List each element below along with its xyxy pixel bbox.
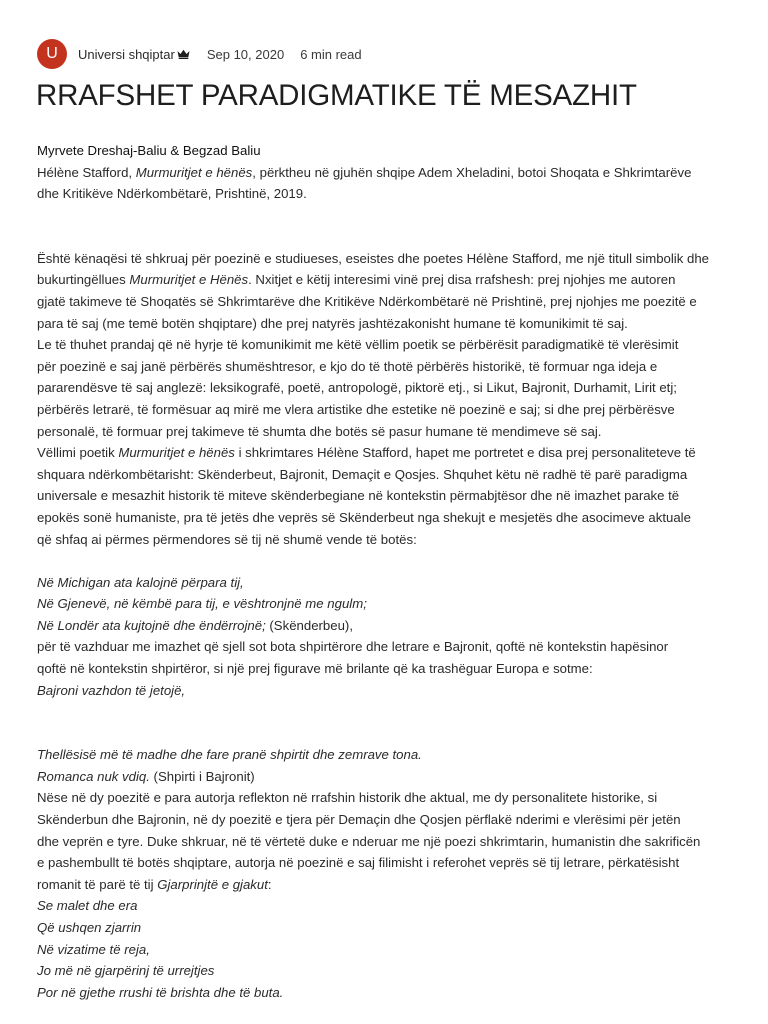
poem-line: Bajroni vazhdon të jetojë, (37, 682, 186, 698)
intro-line: dhe Kritikëve Ndërkombëtarë, Prishtinë, 2019. (37, 186, 307, 202)
publish-date: Sep 10, 2020 (206, 46, 285, 62)
poem-line: Jo më në gjarpërinj të urrejtjes (37, 963, 215, 979)
paragraph-line: përbërës letrarë, të formësuar aq mirë me vlera artistike dhe estetike në poezinë e saj; si dhe prej përbërësve (37, 401, 675, 417)
poem-line: Në vizatime të reja, (37, 941, 150, 957)
paragraph-line: bukurtingëllues Murmuritjet e Hënës. Nxitjet e këtij interesimi vinë prej disa rrafshesh: prej njohjes me autoren (37, 272, 676, 288)
byline: Myrvete Dreshaj-Baliu & Begzad Baliu (37, 143, 261, 158)
poem-line: Thellësisë më të madhe dhe fare pranë shpirtit dhe zemrave tona. (37, 747, 422, 763)
paragraph-line: për të vazhduar me imazhet që sjell sot bota shpirtërore dhe letrare e Bajronit, qoftë në kontekstin hapësinor (37, 639, 669, 655)
article-title: RRAFSHET PARADIGMATIKE TË MESAZHIT (36, 79, 637, 112)
paragraph-line: Nëse në dy poezitë e para autorja reflekton në rrafshin historik dhe aktual, me dy personalitete historike, si (37, 790, 658, 806)
paragraph-line: gjatë takimeve të Shoqatës së Shkrimtarëve dhe Kritikëve Ndërkombëtarë në Prishtinë, prej njohjes me poezitë e (37, 293, 697, 309)
paragraph-line: që shfaq ai përmes përmendores së tij në shumë vende të botës: (37, 531, 417, 547)
paragraph-line: Skënderbun dhe Bajronin, në dy poezitë e tjera për Demaçin dhe Qosjen përflakë nderimi e vlerësimi për jetën (37, 812, 681, 828)
crown-icon (177, 49, 190, 59)
paragraph-line: Është kënaqësi të shkruaj për poezinë e studiueses, eseistes dhe poetes Hélène Stafford, me një titull simbolik dhe (37, 250, 709, 266)
paragraph-line: personalë, të formuar prej takimeve të shumta dhe botës së pasur humane të mendimeve së saj. (37, 423, 602, 439)
article-meta (37, 39, 362, 69)
poem-line: Në Gjenevë, në këmbë para tij, e vështronjnë me ngulm; (37, 596, 367, 612)
paragraph-line: shquara ndërkombëtarisht: Skënderbeut, Bajronit, Demaçit e Qosjes. Shquhet këtu në radhë të parë paradigma (37, 466, 688, 482)
poem-line: Që ushqen zjarrin (37, 920, 142, 935)
paragraph-line: Vëllimi poetik Murmuritjet e hënës i shkrimtares Hélène Stafford, hapet me portretet e disa prej personaliteteve të (37, 445, 696, 461)
avatar[interactable]: U (37, 39, 67, 69)
paragraph-line: për poezinë e saj janë përbërës shumështresor, e kjo do të thotë përbërës historikë, të formuar nga ideja e (37, 358, 658, 374)
paragraph-line: epokës sonë humaniste, pra të jetës dhe veprës së Skënderbeut nga shekujt e mesjetës dhe asocimeve aktuale (37, 509, 691, 525)
paragraph-line: qoftë në kontekstin shpirtëror, si një prej figurave më brilante që ka trashëguar Europa e sotme: (37, 661, 593, 677)
author-link[interactable]: Universi shqiptar (78, 46, 175, 62)
article-body (37, 140, 737, 1003)
intro-line: Hélène Stafford, Murmuritjet e hënës, përktheu në gjuhën shqipe Adem Xheladini, botoi Shoqata e Shkrimtarëve (37, 164, 692, 180)
poem-line: Romanca nuk vdiq. (Shpirti i Bajronit) (37, 768, 255, 784)
read-time: 6 min read (300, 46, 362, 62)
poem-line: Por në gjethe rrushi të brishta dhe të buta. (37, 984, 284, 1000)
poem-line: Në Londër ata kujtojnë dhe ëndërrojnë; (Skënderbeu), (37, 617, 353, 633)
paragraph-line: pararendësve të saj anglezë: leksikografë, poetë, antropologë, piktorë etj., si Likut, Bajronit, Durhamit, Lirit etj; (37, 380, 677, 396)
poem-line: Në Michigan ata kalojnë përpara tij, (37, 574, 244, 590)
paragraph-line: universale e mesazhit historik të miteve skënderbegiane në kontekstin përmabjtësor dhe në imazhet parake të (37, 488, 680, 504)
paragraph-line: romanit të parë të tij Gjarprinjtë e gjakut: (37, 876, 272, 892)
paragraph-line: e pashembullt të botës shqiptare, autorja në poezinë e saj filimisht i referohet veprës së tij letrare, përkatësisht (37, 855, 680, 871)
paragraph-line: dhe veprën e tyre. Duke shkruar, në të vërtetë duke e nderuar me një poezi shkrimtarin, humanistin dhe sakrificën (37, 833, 701, 849)
paragraph-line: para të saj (me temë botën shqiptare) dhe prej natyrës jashtëzakonisht humane të komunikimit të saj. (37, 315, 628, 331)
poem-line: Se malet dhe era (37, 898, 138, 914)
paragraph-line: Le të thuhet prandaj që në hyrje të komunikimit me këtë vëllim poetik se përbërësit paradigmatikë të vlerësimit (37, 337, 679, 353)
